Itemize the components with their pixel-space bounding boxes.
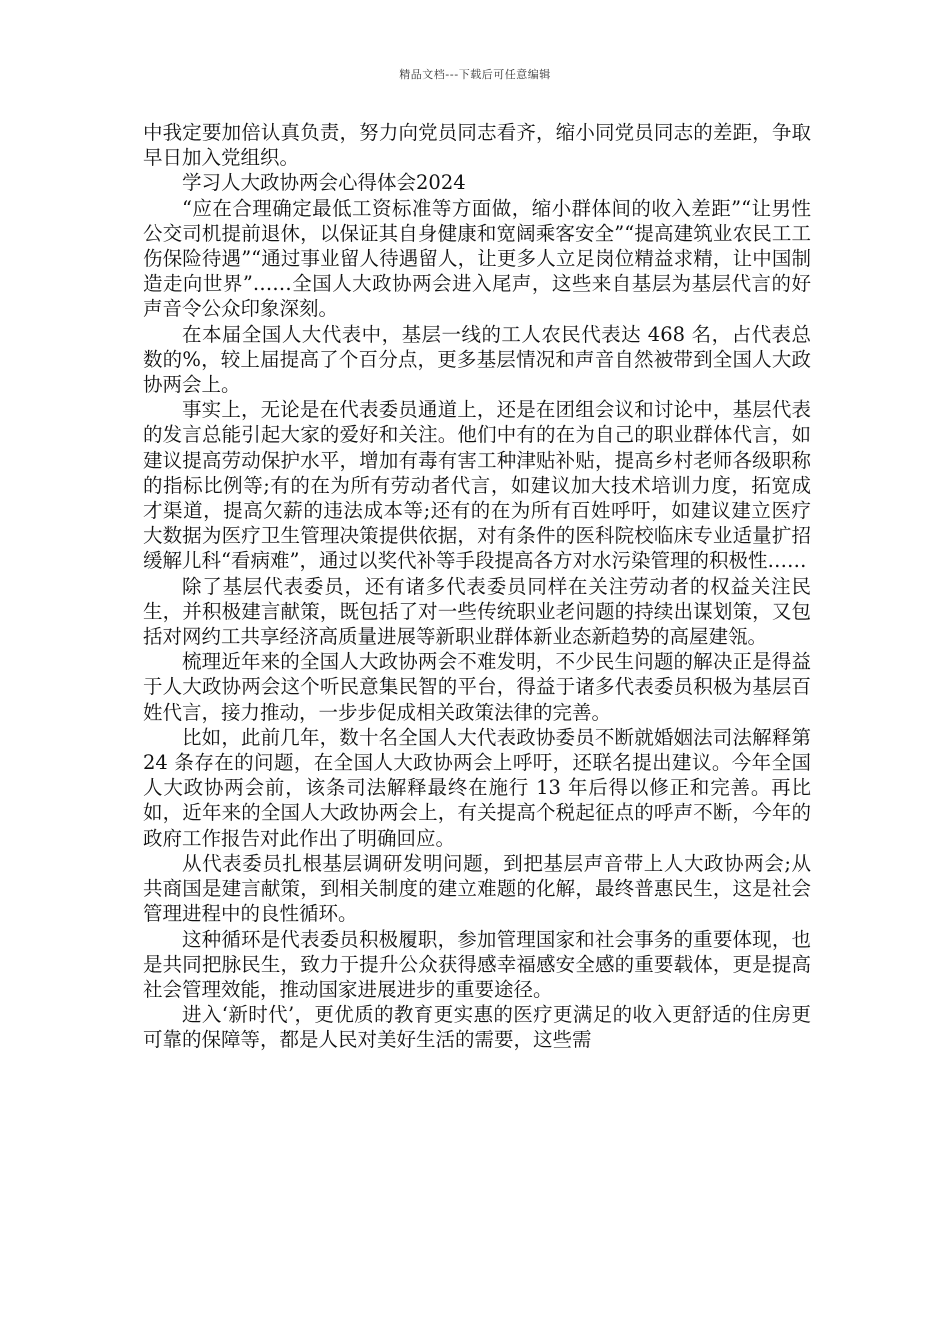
paragraph: 比如，此前几年，数十名全国人大代表政协委员不断就婚姻法司法解释第 24 条存在的问题，在全国人大政协两会上呼吁，还联名提出建议。今年全国人大政协两会前，该条司法解释最终在施行 13 年后得以修正和完善。再比如，近年来的全国人大政协两会上，有关提高个税起征点的呼声不断，今年的政府工作报告对此作出了明确回应。 [143,725,811,850]
paragraph: 事实上，无论是在代表委员通道上，还是在团组会议和讨论中，基层代表的发言总能引起大家的爱好和关注。他们中有的在为自己的职业群体代言，如建议提高劳动保护水平，增加有毒有害工种津贴补贴，提高乡村老师各级职称的指标比例等;有的在为所有劳动者代言，如建议加大技术培训力度，拓宽成才渠道，提高欠薪的违法成本等;还有的在为所有百姓呼吁，如建议建立医疗大数据为医疗卫生管理决策提供依据，对有条件的医科院校临床专业适量扩招缓解儿科“看病难”，通过以奖代补等手段提高各方对水污染管理的积极性…… [143,398,811,573]
paragraph: 从代表委员扎根基层调研发明问题，到把基层声音带上人大政协两会;从共商国是建言献策，到相关制度的建立难题的化解，最终普惠民生，这是社会管理进程中的良性循环。 [143,851,811,926]
paragraph: 梳理近年来的全国人大政协两会不难发明，不少民生问题的解决正是得益于人大政协两会这个听民意集民智的平台，得益于诸多代表委员积极为基层百姓代言，接力推动，一步步促成相关政策法律的完善。 [143,650,811,724]
paragraph: 进入‘新时代’，更优质的教育更实惠的医疗更满足的收入更舒适的住房更可靠的保障等，都是人民对美好生活的需要，这些需 [143,1003,811,1052]
document-body [143,120,811,1053]
paragraph: 除了基层代表委员，还有诸多代表委员同样在关注劳动者的权益关注民生，并积极建言献策，既包括了对一些传统职业老问题的持续出谋划策，又包括对网约工共享经济高质量进展等新职业群体新业态新趋势的高屋建瓴。 [143,574,811,649]
paragraph: 在本届全国人大代表中，基层一线的工人农民代表达 468 名，占代表总数的%，较上届提高了个百分点，更多基层情况和声音自然被带到全国人大政协两会上。 [143,322,811,397]
page-header: 精品文档---下载后可任意编辑 [399,68,551,81]
paragraph: 这种循环是代表委员积极履职，参加管理国家和社会事务的重要体现，也是共同把脉民生，致力于提升公众获得感幸福感安全感的重要载体，更是提高社会管理效能，推动国家进展进步的重要途径。 [143,927,811,1001]
section-title: 学习人大政协两会心得体会2024 [182,171,466,195]
paragraph-continuation: 中我定要加倍认真负责，努力向党员同志看齐，缩小同党员同志的差距，争取早日加入党组织。 [143,121,811,170]
paragraph: “应在合理确定最低工资标准等方面做，缩小群体间的收入差距”“让男性公交司机提前退休，以保证其自身健康和宽阔乘客安全”“提高建筑业农民工工伤保险待遇”“通过事业留人待遇留人，让更多人立足岗位精益求精，让中国制造走向世界”……全国人大政协两会进入尾声，这些来自基层为基层代言的好声音令公众印象深刻。 [143,196,811,321]
